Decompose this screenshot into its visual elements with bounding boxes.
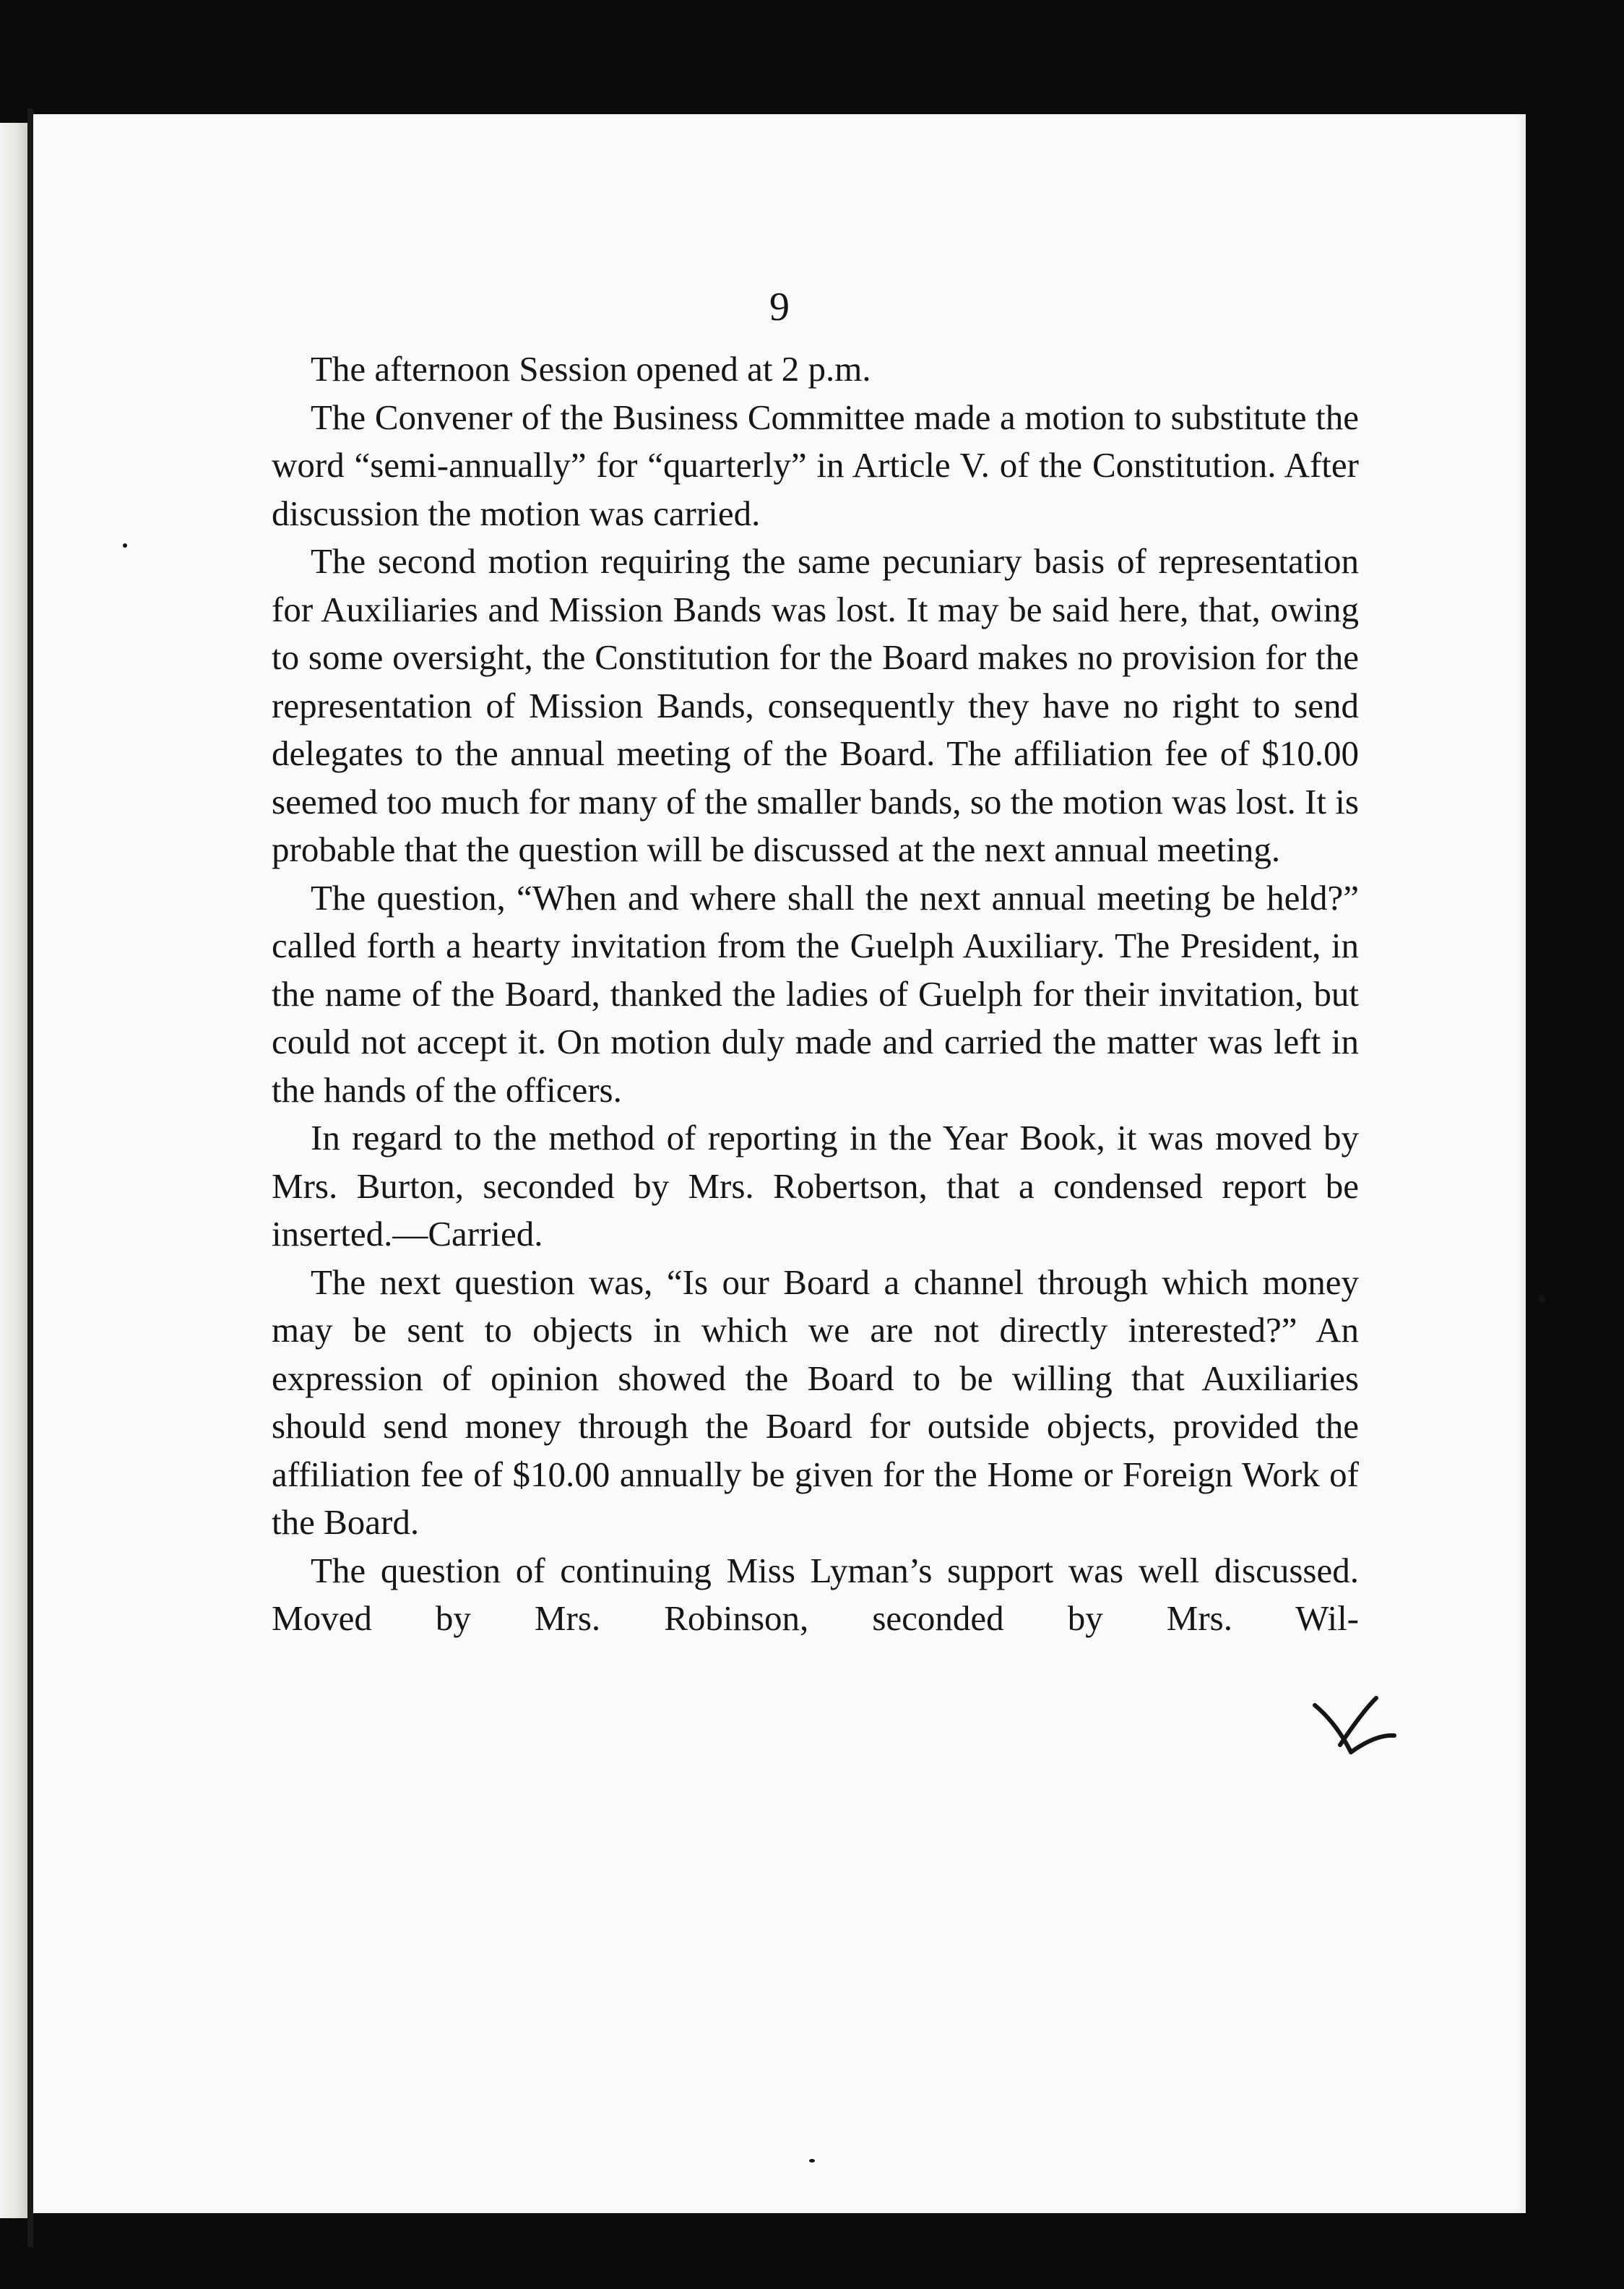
speck-mark bbox=[809, 2159, 815, 2163]
paragraph-7: The question of continuing Miss Lyman’s support was well discussed. Moved by Mrs. Robinson, seconded by Mrs. Wil- bbox=[272, 1550, 1359, 1638]
paragraph-6: The next question was, “Is our Board a channel through which money may be sent to objects in which we are not directly interested?” An expression of opinion showed the Board to be willing that Auxiliaries should send money through the Board for outside objects, provided the affiliation fee of $10.00 annually be given for the Home or Foreign Work of the Board. bbox=[272, 1262, 1359, 1542]
speck-mark bbox=[1539, 1295, 1545, 1303]
paragraph-1: The afternoon Session opened at 2 p.m. bbox=[311, 349, 871, 389]
page-number: 9 bbox=[769, 285, 790, 329]
binding-gutter bbox=[27, 108, 33, 2247]
x-mark-icon bbox=[1308, 1684, 1409, 1763]
paragraph-2: The Convener of the Business Committee made a motion to substitute the word “semi-annually” for “quarterly” in Article V. of the Constitution. After discussion the motion was carried. bbox=[272, 397, 1359, 533]
page-body bbox=[272, 345, 1359, 1643]
paragraph-3: The second motion requiring the same pecuniary basis of representation for Auxiliaries and Mission Bands was lost. It may be said here, that, owing to some oversight, the Constitution for the Board makes no provision for the representation of Mission Bands, consequently they have no right to send delegates to the annual meeting of the Board. The affiliation fee of $10.00 seemed too much for many of the smaller bands, so the motion was lost. It is probable that the question will be discussed at the next annual meeting. bbox=[272, 541, 1359, 869]
paragraph-5: In regard to the method of reporting in the Year Book, it was moved by Mrs. Burton, seconded by Mrs. Robertson, that a condensed report be inserted.—Carried. bbox=[272, 1118, 1359, 1254]
speck-mark bbox=[1537, 1299, 1538, 1300]
paragraph-4: The question, “When and where shall the next annual meeting be held?” called forth a hearty invitation from the Guelph Auxiliary. The President, in the name of the Board, thanked the ladies of Guelph for their invitation, but could not accept it. On motion duly made and carried the matter was left in the hands of the officers. bbox=[272, 877, 1359, 1110]
book-page bbox=[33, 114, 1526, 2213]
previous-page-edge bbox=[0, 123, 27, 2218]
speck-mark bbox=[123, 543, 127, 548]
